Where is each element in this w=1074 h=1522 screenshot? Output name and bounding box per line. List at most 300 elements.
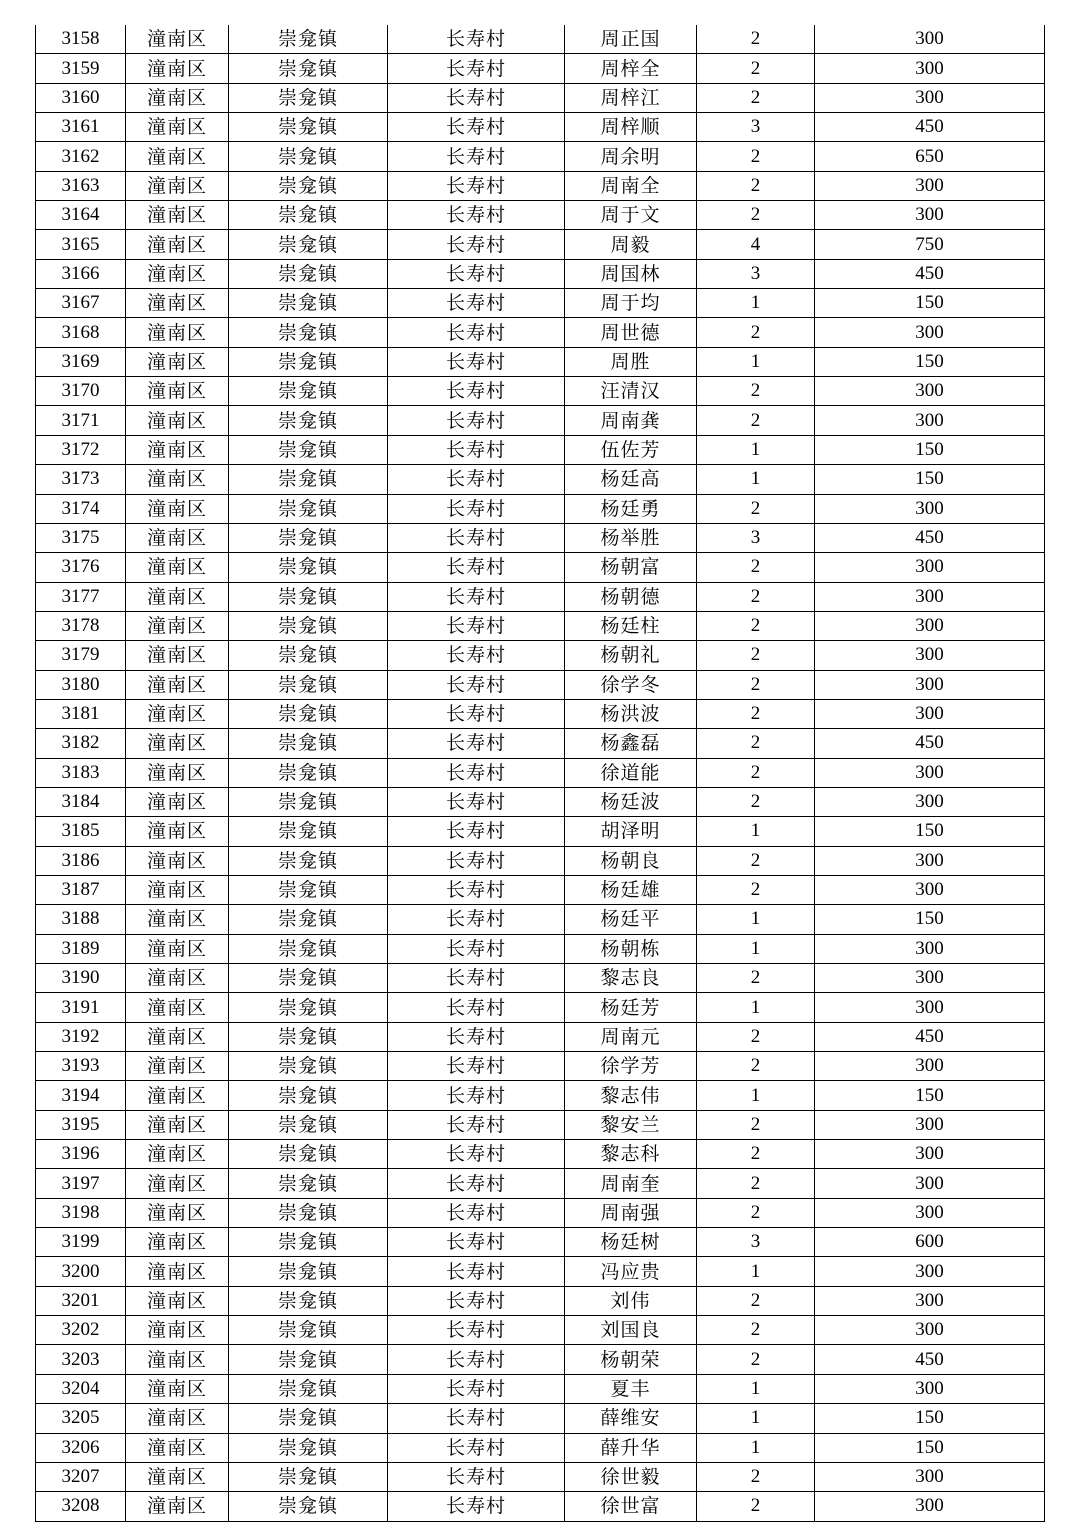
name-cell: 杨洪波 (565, 699, 697, 728)
district-cell: 潼南区 (126, 1316, 229, 1345)
name-cell: 黎志科 (565, 1140, 697, 1169)
table-row (36, 1257, 1045, 1286)
village-cell: 长寿村 (388, 964, 565, 993)
household-count-cell: 2 (697, 641, 815, 670)
district-cell: 潼南区 (126, 1462, 229, 1491)
household-count-cell: 1 (697, 1081, 815, 1110)
village-cell: 长寿村 (388, 1345, 565, 1374)
town-cell: 崇龛镇 (229, 142, 388, 171)
household-count-cell: 1 (697, 934, 815, 963)
amount-cell: 300 (815, 1198, 1045, 1227)
household-count-cell: 2 (697, 1140, 815, 1169)
name-cell: 徐学冬 (565, 670, 697, 699)
household-count-cell: 2 (697, 318, 815, 347)
village-cell: 长寿村 (388, 553, 565, 582)
district-cell: 潼南区 (126, 259, 229, 288)
district-cell: 潼南区 (126, 787, 229, 816)
district-cell: 潼南区 (126, 230, 229, 259)
amount-cell: 300 (815, 1052, 1045, 1081)
table-row (36, 201, 1045, 230)
name-cell: 刘伟 (565, 1286, 697, 1315)
town-cell: 崇龛镇 (229, 318, 388, 347)
amount-cell: 450 (815, 523, 1045, 552)
amount-cell: 300 (815, 1462, 1045, 1491)
household-count-cell: 3 (697, 113, 815, 142)
row-number-cell: 3165 (36, 230, 126, 259)
village-cell: 长寿村 (388, 729, 565, 758)
district-cell: 潼南区 (126, 817, 229, 846)
amount-cell: 750 (815, 230, 1045, 259)
town-cell: 崇龛镇 (229, 553, 388, 582)
town-cell: 崇龛镇 (229, 699, 388, 728)
town-cell: 崇龛镇 (229, 641, 388, 670)
row-number-cell: 3187 (36, 875, 126, 904)
district-cell: 潼南区 (126, 582, 229, 611)
village-cell: 长寿村 (388, 1404, 565, 1433)
district-cell: 潼南区 (126, 553, 229, 582)
name-cell: 刘国良 (565, 1316, 697, 1345)
household-count-cell: 2 (697, 171, 815, 200)
town-cell: 崇龛镇 (229, 494, 388, 523)
amount-cell: 150 (815, 289, 1045, 318)
name-cell: 周南全 (565, 171, 697, 200)
household-count-cell: 2 (697, 142, 815, 171)
household-count-cell: 3 (697, 259, 815, 288)
district-cell: 潼南区 (126, 729, 229, 758)
row-number-cell: 3177 (36, 582, 126, 611)
town-cell: 崇龛镇 (229, 289, 388, 318)
row-number-cell: 3173 (36, 465, 126, 494)
household-count-cell: 3 (697, 523, 815, 552)
table-row (36, 435, 1045, 464)
amount-cell: 300 (815, 1110, 1045, 1139)
village-cell: 长寿村 (388, 1169, 565, 1198)
district-cell: 潼南区 (126, 1140, 229, 1169)
row-number-cell: 3199 (36, 1228, 126, 1257)
table-row (36, 993, 1045, 1022)
table-row (36, 1140, 1045, 1169)
town-cell: 崇龛镇 (229, 465, 388, 494)
town-cell: 崇龛镇 (229, 1257, 388, 1286)
village-cell: 长寿村 (388, 641, 565, 670)
town-cell: 崇龛镇 (229, 1110, 388, 1139)
row-number-cell: 3168 (36, 318, 126, 347)
district-cell: 潼南区 (126, 1286, 229, 1315)
town-cell: 崇龛镇 (229, 1404, 388, 1433)
household-count-cell: 2 (697, 1052, 815, 1081)
village-cell: 长寿村 (388, 875, 565, 904)
town-cell: 崇龛镇 (229, 113, 388, 142)
table-body (36, 25, 1045, 1521)
village-cell: 长寿村 (388, 1110, 565, 1139)
household-count-cell: 2 (697, 201, 815, 230)
district-cell: 潼南区 (126, 25, 229, 54)
household-count-cell: 1 (697, 817, 815, 846)
name-cell: 周余明 (565, 142, 697, 171)
district-cell: 潼南区 (126, 1052, 229, 1081)
table-row (36, 25, 1045, 54)
village-cell: 长寿村 (388, 905, 565, 934)
row-number-cell: 3207 (36, 1462, 126, 1491)
table-row (36, 905, 1045, 934)
district-cell: 潼南区 (126, 318, 229, 347)
household-count-cell: 2 (697, 758, 815, 787)
name-cell: 杨朝富 (565, 553, 697, 582)
village-cell: 长寿村 (388, 494, 565, 523)
table-row (36, 113, 1045, 142)
district-cell: 潼南区 (126, 523, 229, 552)
village-cell: 长寿村 (388, 465, 565, 494)
town-cell: 崇龛镇 (229, 1198, 388, 1227)
name-cell: 杨朝礼 (565, 641, 697, 670)
name-cell: 周胜 (565, 347, 697, 376)
name-cell: 周国林 (565, 259, 697, 288)
amount-cell: 300 (815, 83, 1045, 112)
district-cell: 潼南区 (126, 1345, 229, 1374)
row-number-cell: 3183 (36, 758, 126, 787)
row-number-cell: 3169 (36, 347, 126, 376)
household-count-cell: 1 (697, 435, 815, 464)
name-cell: 杨朝良 (565, 846, 697, 875)
name-cell: 杨廷勇 (565, 494, 697, 523)
household-count-cell: 2 (697, 964, 815, 993)
name-cell: 周梓江 (565, 83, 697, 112)
district-cell: 潼南区 (126, 289, 229, 318)
village-cell: 长寿村 (388, 1081, 565, 1110)
town-cell: 崇龛镇 (229, 435, 388, 464)
table-row (36, 230, 1045, 259)
amount-cell: 450 (815, 1022, 1045, 1051)
household-count-cell: 2 (697, 1462, 815, 1491)
village-cell: 长寿村 (388, 347, 565, 376)
household-count-cell: 2 (697, 729, 815, 758)
row-number-cell: 3176 (36, 553, 126, 582)
row-number-cell: 3208 (36, 1492, 126, 1521)
table-row (36, 964, 1045, 993)
district-cell: 潼南区 (126, 1081, 229, 1110)
town-cell: 崇龛镇 (229, 817, 388, 846)
row-number-cell: 3192 (36, 1022, 126, 1051)
household-count-cell: 2 (697, 553, 815, 582)
village-cell: 长寿村 (388, 582, 565, 611)
amount-cell: 300 (815, 171, 1045, 200)
town-cell: 崇龛镇 (229, 1052, 388, 1081)
town-cell: 崇龛镇 (229, 1374, 388, 1403)
row-number-cell: 3185 (36, 817, 126, 846)
table-row (36, 641, 1045, 670)
table-row (36, 1052, 1045, 1081)
village-cell: 长寿村 (388, 83, 565, 112)
amount-cell: 300 (815, 875, 1045, 904)
table-row (36, 729, 1045, 758)
district-cell: 潼南区 (126, 1228, 229, 1257)
row-number-cell: 3175 (36, 523, 126, 552)
table-row (36, 406, 1045, 435)
row-number-cell: 3164 (36, 201, 126, 230)
household-count-cell: 2 (697, 83, 815, 112)
name-cell: 胡泽明 (565, 817, 697, 846)
village-cell: 长寿村 (388, 934, 565, 963)
row-number-cell: 3160 (36, 83, 126, 112)
amount-cell: 300 (815, 494, 1045, 523)
district-cell: 潼南区 (126, 1110, 229, 1139)
table-row (36, 1081, 1045, 1110)
village-cell: 长寿村 (388, 1316, 565, 1345)
row-number-cell: 3158 (36, 25, 126, 54)
town-cell: 崇龛镇 (229, 171, 388, 200)
table-row (36, 377, 1045, 406)
district-cell: 潼南区 (126, 758, 229, 787)
household-count-cell: 2 (697, 1022, 815, 1051)
amount-cell: 300 (815, 758, 1045, 787)
amount-cell: 300 (815, 201, 1045, 230)
household-count-cell: 1 (697, 347, 815, 376)
district-cell: 潼南区 (126, 465, 229, 494)
town-cell: 崇龛镇 (229, 1316, 388, 1345)
amount-cell: 150 (815, 1433, 1045, 1462)
district-cell: 潼南区 (126, 670, 229, 699)
name-cell: 徐世毅 (565, 1462, 697, 1491)
district-cell: 潼南区 (126, 1169, 229, 1198)
name-cell: 周于均 (565, 289, 697, 318)
amount-cell: 300 (815, 787, 1045, 816)
village-cell: 长寿村 (388, 406, 565, 435)
table-row (36, 699, 1045, 728)
district-cell: 潼南区 (126, 347, 229, 376)
name-cell: 夏丰 (565, 1374, 697, 1403)
row-number-cell: 3193 (36, 1052, 126, 1081)
town-cell: 崇龛镇 (229, 1345, 388, 1374)
row-number-cell: 3172 (36, 435, 126, 464)
district-cell: 潼南区 (126, 846, 229, 875)
name-cell: 周世德 (565, 318, 697, 347)
village-cell: 长寿村 (388, 230, 565, 259)
district-cell: 潼南区 (126, 494, 229, 523)
amount-cell: 300 (815, 670, 1045, 699)
district-cell: 潼南区 (126, 113, 229, 142)
amount-cell: 150 (815, 1081, 1045, 1110)
row-number-cell: 3201 (36, 1286, 126, 1315)
table-row (36, 1022, 1045, 1051)
town-cell: 崇龛镇 (229, 377, 388, 406)
row-number-cell: 3162 (36, 142, 126, 171)
name-cell: 薛维安 (565, 1404, 697, 1433)
table-row (36, 1198, 1045, 1227)
district-cell: 潼南区 (126, 1433, 229, 1462)
household-count-cell: 2 (697, 1198, 815, 1227)
name-cell: 周毅 (565, 230, 697, 259)
row-number-cell: 3191 (36, 993, 126, 1022)
row-number-cell: 3186 (36, 846, 126, 875)
table-row (36, 817, 1045, 846)
household-count-cell: 1 (697, 1257, 815, 1286)
name-cell: 周南龚 (565, 406, 697, 435)
village-cell: 长寿村 (388, 1198, 565, 1227)
village-cell: 长寿村 (388, 171, 565, 200)
household-count-cell: 2 (697, 787, 815, 816)
household-count-cell: 2 (697, 846, 815, 875)
table-row (36, 54, 1045, 83)
village-cell: 长寿村 (388, 1022, 565, 1051)
amount-cell: 450 (815, 1345, 1045, 1374)
table-row (36, 318, 1045, 347)
amount-cell: 300 (815, 1374, 1045, 1403)
table-row (36, 611, 1045, 640)
town-cell: 崇龛镇 (229, 1081, 388, 1110)
table-row (36, 1286, 1045, 1315)
household-count-cell: 2 (697, 1169, 815, 1198)
district-cell: 潼南区 (126, 435, 229, 464)
town-cell: 崇龛镇 (229, 347, 388, 376)
row-number-cell: 3190 (36, 964, 126, 993)
household-count-cell: 2 (697, 377, 815, 406)
district-cell: 潼南区 (126, 1257, 229, 1286)
amount-cell: 300 (815, 1169, 1045, 1198)
village-cell: 长寿村 (388, 377, 565, 406)
village-cell: 长寿村 (388, 318, 565, 347)
household-count-cell: 2 (697, 582, 815, 611)
row-number-cell: 3189 (36, 934, 126, 963)
town-cell: 崇龛镇 (229, 25, 388, 54)
household-count-cell: 1 (697, 905, 815, 934)
town-cell: 崇龛镇 (229, 905, 388, 934)
town-cell: 崇龛镇 (229, 1492, 388, 1521)
table-row (36, 1345, 1045, 1374)
row-number-cell: 3204 (36, 1374, 126, 1403)
row-number-cell: 3203 (36, 1345, 126, 1374)
table-row (36, 347, 1045, 376)
row-number-cell: 3195 (36, 1110, 126, 1139)
household-count-cell: 2 (697, 1110, 815, 1139)
town-cell: 崇龛镇 (229, 1462, 388, 1491)
village-cell: 长寿村 (388, 113, 565, 142)
village-cell: 长寿村 (388, 54, 565, 83)
amount-cell: 300 (815, 54, 1045, 83)
name-cell: 伍佐芳 (565, 435, 697, 464)
town-cell: 崇龛镇 (229, 758, 388, 787)
row-number-cell: 3167 (36, 289, 126, 318)
name-cell: 杨廷芳 (565, 993, 697, 1022)
name-cell: 杨廷平 (565, 905, 697, 934)
amount-cell: 300 (815, 406, 1045, 435)
amount-cell: 300 (815, 611, 1045, 640)
village-cell: 长寿村 (388, 611, 565, 640)
row-number-cell: 3179 (36, 641, 126, 670)
table-row (36, 1169, 1045, 1198)
table-row (36, 494, 1045, 523)
amount-cell: 150 (815, 905, 1045, 934)
district-cell: 潼南区 (126, 377, 229, 406)
name-cell: 杨廷树 (565, 1228, 697, 1257)
amount-cell: 300 (815, 1286, 1045, 1315)
town-cell: 崇龛镇 (229, 875, 388, 904)
table-row (36, 553, 1045, 582)
row-number-cell: 3181 (36, 699, 126, 728)
district-cell: 潼南区 (126, 1198, 229, 1227)
district-cell: 潼南区 (126, 1492, 229, 1521)
town-cell: 崇龛镇 (229, 201, 388, 230)
amount-cell: 300 (815, 582, 1045, 611)
name-cell: 周正国 (565, 25, 697, 54)
table-row (36, 787, 1045, 816)
village-cell: 长寿村 (388, 817, 565, 846)
district-cell: 潼南区 (126, 934, 229, 963)
amount-cell: 300 (815, 993, 1045, 1022)
village-cell: 长寿村 (388, 1257, 565, 1286)
village-cell: 长寿村 (388, 699, 565, 728)
table-row (36, 171, 1045, 200)
table-row (36, 1374, 1045, 1403)
household-count-cell: 2 (697, 699, 815, 728)
district-cell: 潼南区 (126, 142, 229, 171)
name-cell: 徐道能 (565, 758, 697, 787)
amount-cell: 300 (815, 1316, 1045, 1345)
table-row (36, 1404, 1045, 1433)
table-row (36, 875, 1045, 904)
district-cell: 潼南区 (126, 611, 229, 640)
village-cell: 长寿村 (388, 25, 565, 54)
amount-cell: 300 (815, 641, 1045, 670)
town-cell: 崇龛镇 (229, 670, 388, 699)
name-cell: 周南奎 (565, 1169, 697, 1198)
household-count-cell: 1 (697, 465, 815, 494)
row-number-cell: 3178 (36, 611, 126, 640)
town-cell: 崇龛镇 (229, 259, 388, 288)
district-cell: 潼南区 (126, 171, 229, 200)
household-count-cell: 1 (697, 1374, 815, 1403)
row-number-cell: 3171 (36, 406, 126, 435)
town-cell: 崇龛镇 (229, 406, 388, 435)
household-count-cell: 2 (697, 1286, 815, 1315)
household-count-cell: 2 (697, 875, 815, 904)
row-number-cell: 3182 (36, 729, 126, 758)
household-count-cell: 1 (697, 1433, 815, 1462)
table-row (36, 465, 1045, 494)
household-count-cell: 3 (697, 1228, 815, 1257)
village-cell: 长寿村 (388, 142, 565, 171)
household-count-cell: 1 (697, 289, 815, 318)
town-cell: 崇龛镇 (229, 582, 388, 611)
name-cell: 冯应贵 (565, 1257, 697, 1286)
town-cell: 崇龛镇 (229, 729, 388, 758)
name-cell: 杨鑫磊 (565, 729, 697, 758)
village-cell: 长寿村 (388, 846, 565, 875)
name-cell: 杨廷波 (565, 787, 697, 816)
village-cell: 长寿村 (388, 523, 565, 552)
town-cell: 崇龛镇 (229, 1022, 388, 1051)
amount-cell: 300 (815, 1257, 1045, 1286)
amount-cell: 150 (815, 347, 1045, 376)
amount-cell: 150 (815, 817, 1045, 846)
table-row (36, 142, 1045, 171)
amount-cell: 300 (815, 25, 1045, 54)
district-cell: 潼南区 (126, 54, 229, 83)
district-cell: 潼南区 (126, 1404, 229, 1433)
amount-cell: 300 (815, 846, 1045, 875)
table-row (36, 289, 1045, 318)
village-cell: 长寿村 (388, 259, 565, 288)
district-cell: 潼南区 (126, 993, 229, 1022)
row-number-cell: 3196 (36, 1140, 126, 1169)
table-row (36, 1228, 1045, 1257)
name-cell: 杨举胜 (565, 523, 697, 552)
village-cell: 长寿村 (388, 1286, 565, 1315)
household-count-cell: 2 (697, 494, 815, 523)
town-cell: 崇龛镇 (229, 54, 388, 83)
row-number-cell: 3159 (36, 54, 126, 83)
household-count-cell: 1 (697, 993, 815, 1022)
village-cell: 长寿村 (388, 1492, 565, 1521)
